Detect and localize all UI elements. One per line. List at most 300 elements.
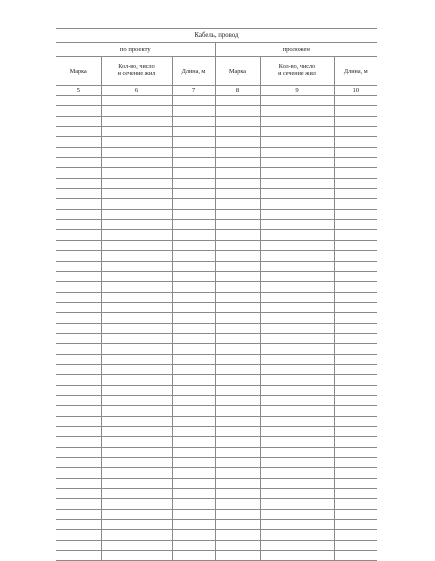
table-cell[interactable]: [334, 282, 377, 292]
table-cell[interactable]: [334, 354, 377, 364]
table-cell[interactable]: [172, 106, 215, 116]
table-cell[interactable]: [260, 209, 334, 219]
table-cell[interactable]: [260, 116, 334, 126]
table-cell[interactable]: [101, 385, 172, 395]
table-cell[interactable]: [334, 168, 377, 178]
table-cell[interactable]: [334, 551, 377, 561]
table-cell[interactable]: [101, 551, 172, 561]
table-cell[interactable]: [260, 540, 334, 550]
table-row: [56, 520, 377, 530]
table-cell[interactable]: [101, 468, 172, 478]
table-cell[interactable]: [101, 520, 172, 530]
table-cell[interactable]: [56, 478, 101, 488]
table-cell[interactable]: [172, 520, 215, 530]
table-cell[interactable]: [101, 395, 172, 405]
table-cell[interactable]: [56, 251, 101, 261]
table-cell[interactable]: [101, 530, 172, 540]
table-cell[interactable]: [172, 499, 215, 509]
table-cell[interactable]: [172, 427, 215, 437]
table-cell[interactable]: [334, 458, 377, 468]
table-cell[interactable]: [101, 158, 172, 168]
table-cell[interactable]: [172, 158, 215, 168]
table-cell[interactable]: [215, 147, 260, 157]
table-row: [56, 240, 377, 250]
table-cell[interactable]: [101, 106, 172, 116]
table-cell[interactable]: [172, 333, 215, 343]
table-cell[interactable]: [215, 437, 260, 447]
table-cell[interactable]: [56, 509, 101, 519]
table-cell[interactable]: [101, 478, 172, 488]
table-cell[interactable]: [101, 406, 172, 416]
table-cell[interactable]: [334, 209, 377, 219]
cable-register-form: [56, 28, 377, 561]
table-cell[interactable]: [260, 406, 334, 416]
table-cell[interactable]: [260, 106, 334, 116]
table-cell[interactable]: [56, 199, 101, 209]
table-cell[interactable]: [334, 416, 377, 426]
table-cell[interactable]: [101, 116, 172, 126]
table-cell[interactable]: [334, 530, 377, 540]
table-cell[interactable]: [334, 333, 377, 343]
table-cell[interactable]: [215, 333, 260, 343]
table-cell[interactable]: [56, 447, 101, 457]
table-cell[interactable]: [172, 530, 215, 540]
table-cell[interactable]: [101, 230, 172, 240]
table-row: [56, 395, 377, 405]
table-cell[interactable]: [172, 313, 215, 323]
table-cell[interactable]: [215, 178, 260, 188]
table-cell[interactable]: [56, 313, 101, 323]
table-cell[interactable]: [172, 209, 215, 219]
table-cell[interactable]: [101, 375, 172, 385]
table-cell[interactable]: [334, 478, 377, 488]
table-cell[interactable]: [172, 220, 215, 230]
table-cell[interactable]: [334, 261, 377, 271]
table-cell[interactable]: [215, 458, 260, 468]
table-cell[interactable]: [172, 458, 215, 468]
table-row: [56, 158, 377, 168]
table-cell[interactable]: [215, 96, 260, 106]
table-cell[interactable]: [172, 282, 215, 292]
table-row: [56, 333, 377, 343]
table-row: [56, 282, 377, 292]
table-cell[interactable]: [56, 220, 101, 230]
table-cell[interactable]: [215, 478, 260, 488]
table-cell[interactable]: [101, 427, 172, 437]
table-cell[interactable]: [172, 540, 215, 550]
table-cell[interactable]: [334, 509, 377, 519]
table-cell[interactable]: [334, 116, 377, 126]
table-cell[interactable]: [172, 416, 215, 426]
table-cell[interactable]: [260, 220, 334, 230]
table-cell[interactable]: [215, 468, 260, 478]
table-cell[interactable]: [56, 178, 101, 188]
table-cell[interactable]: [56, 158, 101, 168]
table-row: [56, 261, 377, 271]
table-cell[interactable]: [56, 354, 101, 364]
table-cell[interactable]: [101, 220, 172, 230]
table-cell[interactable]: [56, 106, 101, 116]
table-cell[interactable]: [56, 323, 101, 333]
table-cell[interactable]: [56, 333, 101, 343]
table-cell[interactable]: [172, 271, 215, 281]
table-cell[interactable]: [334, 437, 377, 447]
table-cell[interactable]: [56, 168, 101, 178]
table-cell[interactable]: [56, 147, 101, 157]
table-cell[interactable]: [334, 158, 377, 168]
table-cell[interactable]: [260, 509, 334, 519]
table-cell[interactable]: [260, 427, 334, 437]
table-cell[interactable]: [334, 240, 377, 250]
table-row: [56, 137, 377, 147]
table-cell[interactable]: [56, 344, 101, 354]
table-row: [56, 230, 377, 240]
column-number: 5: [56, 86, 101, 96]
table-cell[interactable]: [172, 96, 215, 106]
table-cell[interactable]: [260, 199, 334, 209]
table-cell[interactable]: [56, 489, 101, 499]
table-cell[interactable]: [172, 240, 215, 250]
table-cell[interactable]: [260, 292, 334, 302]
table-cell[interactable]: [101, 354, 172, 364]
table-row: [56, 189, 377, 199]
table-cell[interactable]: [101, 458, 172, 468]
table-cell[interactable]: [334, 251, 377, 261]
table-cell[interactable]: [334, 96, 377, 106]
table-cell[interactable]: [172, 344, 215, 354]
table-cell[interactable]: [101, 271, 172, 281]
table-cell[interactable]: [101, 509, 172, 519]
table-cell[interactable]: [260, 178, 334, 188]
table-cell[interactable]: [56, 116, 101, 126]
table-cell[interactable]: [215, 344, 260, 354]
table-cell[interactable]: [215, 158, 260, 168]
table-cell[interactable]: [215, 416, 260, 426]
table-cell[interactable]: [172, 127, 215, 137]
table-cell[interactable]: [260, 96, 334, 106]
table-cell[interactable]: [215, 499, 260, 509]
table-title: Кабель, провод: [56, 29, 377, 43]
table-cell[interactable]: [172, 385, 215, 395]
table-cell[interactable]: [56, 427, 101, 437]
table-cell[interactable]: [334, 137, 377, 147]
table-cell[interactable]: [215, 168, 260, 178]
column-header-brand-laid: Марка: [215, 57, 260, 86]
table-cell[interactable]: [101, 261, 172, 271]
table-cell[interactable]: [260, 416, 334, 426]
table-cell[interactable]: [215, 261, 260, 271]
table-cell[interactable]: [172, 251, 215, 261]
table-cell[interactable]: [101, 178, 172, 188]
table-cell[interactable]: [101, 147, 172, 157]
table-cell[interactable]: [172, 375, 215, 385]
table-cell[interactable]: [334, 147, 377, 157]
table-cell[interactable]: [215, 127, 260, 137]
table-cell[interactable]: [334, 447, 377, 457]
table-cell[interactable]: [172, 509, 215, 519]
table-row: [56, 96, 377, 106]
table-cell[interactable]: [56, 458, 101, 468]
table-cell[interactable]: [172, 147, 215, 157]
table-cell[interactable]: [56, 499, 101, 509]
table-cell[interactable]: [215, 385, 260, 395]
table-cell[interactable]: [215, 427, 260, 437]
table-cell[interactable]: [101, 292, 172, 302]
table-cell[interactable]: [334, 520, 377, 530]
table-cell[interactable]: [260, 282, 334, 292]
table-cell[interactable]: [260, 189, 334, 199]
table-cell[interactable]: [101, 437, 172, 447]
table-cell[interactable]: [215, 395, 260, 405]
table-row: [56, 489, 377, 499]
table-cell[interactable]: [334, 468, 377, 478]
table-cell[interactable]: [101, 416, 172, 426]
table-cell[interactable]: [334, 375, 377, 385]
table-cell[interactable]: [334, 427, 377, 437]
table-row: [56, 551, 377, 561]
table-cell[interactable]: [172, 199, 215, 209]
table-cell[interactable]: [172, 468, 215, 478]
table-cell[interactable]: [56, 240, 101, 250]
table-cell[interactable]: [56, 540, 101, 550]
table-cell[interactable]: [260, 323, 334, 333]
table-cell[interactable]: [334, 406, 377, 416]
table-cell[interactable]: [215, 354, 260, 364]
table-cell[interactable]: [101, 540, 172, 550]
table-cell[interactable]: [56, 209, 101, 219]
table-cell[interactable]: [215, 220, 260, 230]
table-cell[interactable]: [215, 199, 260, 209]
table-row: [56, 530, 377, 540]
table-cell[interactable]: [215, 137, 260, 147]
table-cell[interactable]: [56, 530, 101, 540]
table-cell[interactable]: [172, 116, 215, 126]
table-cell[interactable]: [334, 178, 377, 188]
table-cell[interactable]: [101, 447, 172, 457]
table-cell[interactable]: [260, 158, 334, 168]
table-cell[interactable]: [215, 292, 260, 302]
table-cell[interactable]: [260, 240, 334, 250]
table-cell[interactable]: [334, 313, 377, 323]
table-cell[interactable]: [101, 209, 172, 219]
table-cell[interactable]: [334, 395, 377, 405]
table-cell[interactable]: [101, 251, 172, 261]
table-cell[interactable]: [260, 520, 334, 530]
table-cell[interactable]: [56, 261, 101, 271]
table-cell[interactable]: [101, 344, 172, 354]
table-row: [56, 209, 377, 219]
table-cell[interactable]: [334, 199, 377, 209]
table-cell[interactable]: [215, 447, 260, 457]
table-cell[interactable]: [260, 127, 334, 137]
table-cell[interactable]: [334, 302, 377, 312]
table-cell[interactable]: [215, 406, 260, 416]
table-cell[interactable]: [56, 468, 101, 478]
table-cell[interactable]: [260, 551, 334, 561]
table-cell[interactable]: [334, 499, 377, 509]
table-cell[interactable]: [215, 209, 260, 219]
table-cell[interactable]: [215, 116, 260, 126]
table-cell[interactable]: [334, 220, 377, 230]
table-cell[interactable]: [172, 395, 215, 405]
table-cell[interactable]: [260, 530, 334, 540]
table-cell[interactable]: [334, 189, 377, 199]
table-cell[interactable]: [334, 230, 377, 240]
table-cell[interactable]: [101, 96, 172, 106]
table-cell[interactable]: [215, 551, 260, 561]
table-cell[interactable]: [56, 96, 101, 106]
table-cell[interactable]: [172, 323, 215, 333]
table-cell[interactable]: [101, 240, 172, 250]
table-cell[interactable]: [260, 499, 334, 509]
table-cell[interactable]: [56, 292, 101, 302]
table-cell[interactable]: [215, 271, 260, 281]
table-cell[interactable]: [215, 509, 260, 519]
table-cell[interactable]: [56, 395, 101, 405]
table-cell[interactable]: [101, 199, 172, 209]
column-header-length-project: Длина, м: [172, 57, 215, 86]
table-cell[interactable]: [215, 323, 260, 333]
table-cell[interactable]: [260, 261, 334, 271]
table-cell[interactable]: [172, 302, 215, 312]
table-cell[interactable]: [260, 137, 334, 147]
table-cell[interactable]: [260, 271, 334, 281]
table-cell[interactable]: [101, 282, 172, 292]
table-row: [56, 468, 377, 478]
table-cell[interactable]: [334, 364, 377, 374]
table-cell[interactable]: [215, 489, 260, 499]
table-cell[interactable]: [172, 354, 215, 364]
table-cell[interactable]: [172, 447, 215, 457]
table-cell[interactable]: [260, 468, 334, 478]
table-cell[interactable]: [215, 375, 260, 385]
table-cell[interactable]: [215, 364, 260, 374]
table-cell[interactable]: [101, 364, 172, 374]
table-cell[interactable]: [101, 313, 172, 323]
table-cell[interactable]: [334, 344, 377, 354]
table-cell[interactable]: [101, 168, 172, 178]
table-cell[interactable]: [260, 395, 334, 405]
table-cell[interactable]: [215, 540, 260, 550]
table-cell[interactable]: [260, 437, 334, 447]
table-row: [56, 385, 377, 395]
table-cell[interactable]: [56, 551, 101, 561]
table-row: [56, 199, 377, 209]
table-cell[interactable]: [215, 230, 260, 240]
table-body: [56, 96, 377, 561]
table-cell[interactable]: [334, 271, 377, 281]
table-row: [56, 416, 377, 426]
table-cell[interactable]: [172, 437, 215, 447]
table-cell[interactable]: [101, 127, 172, 137]
table-cell[interactable]: [172, 406, 215, 416]
table-cell[interactable]: [260, 447, 334, 457]
column-number: 6: [101, 86, 172, 96]
table-cell[interactable]: [56, 416, 101, 426]
table-cell[interactable]: [260, 313, 334, 323]
table-cell[interactable]: [56, 385, 101, 395]
table-cell[interactable]: [260, 333, 334, 343]
table-cell[interactable]: [215, 282, 260, 292]
table-cell[interactable]: [101, 137, 172, 147]
table-cell[interactable]: [260, 230, 334, 240]
table-cell[interactable]: [260, 344, 334, 354]
table-cell[interactable]: [172, 137, 215, 147]
table-cell[interactable]: [334, 323, 377, 333]
table-cell[interactable]: [172, 230, 215, 240]
table-cell[interactable]: [334, 292, 377, 302]
table-cell[interactable]: [101, 302, 172, 312]
table-cell[interactable]: [334, 106, 377, 116]
table-cell[interactable]: [215, 189, 260, 199]
table-cell[interactable]: [172, 478, 215, 488]
table-cell[interactable]: [215, 106, 260, 116]
table-cell[interactable]: [260, 489, 334, 499]
table-cell[interactable]: [260, 168, 334, 178]
table-row: [56, 147, 377, 157]
table-cell[interactable]: [215, 251, 260, 261]
table-row: [56, 354, 377, 364]
table-cell[interactable]: [172, 261, 215, 271]
table-cell[interactable]: [56, 437, 101, 447]
table-cell[interactable]: [172, 189, 215, 199]
table-cell[interactable]: [172, 489, 215, 499]
table-cell[interactable]: [172, 292, 215, 302]
table-cell[interactable]: [56, 271, 101, 281]
table-cell[interactable]: [172, 551, 215, 561]
table-cell[interactable]: [260, 147, 334, 157]
table-cell[interactable]: [334, 540, 377, 550]
table-cell[interactable]: [56, 127, 101, 137]
table-cell[interactable]: [215, 520, 260, 530]
table-cell[interactable]: [334, 489, 377, 499]
table-cell[interactable]: [260, 385, 334, 395]
table-cell[interactable]: [260, 354, 334, 364]
group-header-laid: проложен: [215, 43, 377, 57]
table-cell[interactable]: [260, 251, 334, 261]
table-cell[interactable]: [101, 189, 172, 199]
column-number: 10: [334, 86, 377, 96]
table-cell[interactable]: [56, 282, 101, 292]
table-cell[interactable]: [215, 530, 260, 540]
table-cell[interactable]: [56, 302, 101, 312]
table-cell[interactable]: [101, 323, 172, 333]
table-cell[interactable]: [172, 168, 215, 178]
table-cell[interactable]: [56, 189, 101, 199]
table-cell[interactable]: [172, 364, 215, 374]
table-cell[interactable]: [260, 478, 334, 488]
table-cell[interactable]: [215, 240, 260, 250]
table-cell[interactable]: [334, 127, 377, 137]
table-cell[interactable]: [56, 406, 101, 416]
table-cell[interactable]: [260, 458, 334, 468]
table-cell[interactable]: [101, 333, 172, 343]
table-cell[interactable]: [215, 313, 260, 323]
table-cell[interactable]: [56, 375, 101, 385]
table-cell[interactable]: [260, 302, 334, 312]
table-cell[interactable]: [101, 489, 172, 499]
table-cell[interactable]: [215, 302, 260, 312]
table-cell[interactable]: [56, 137, 101, 147]
table-cell[interactable]: [56, 230, 101, 240]
table-cell[interactable]: [260, 364, 334, 374]
table-cell[interactable]: [334, 385, 377, 395]
table-cell[interactable]: [101, 499, 172, 509]
table-cell[interactable]: [56, 520, 101, 530]
table-cell[interactable]: [56, 364, 101, 374]
table-cell[interactable]: [172, 178, 215, 188]
table-cell[interactable]: [260, 375, 334, 385]
